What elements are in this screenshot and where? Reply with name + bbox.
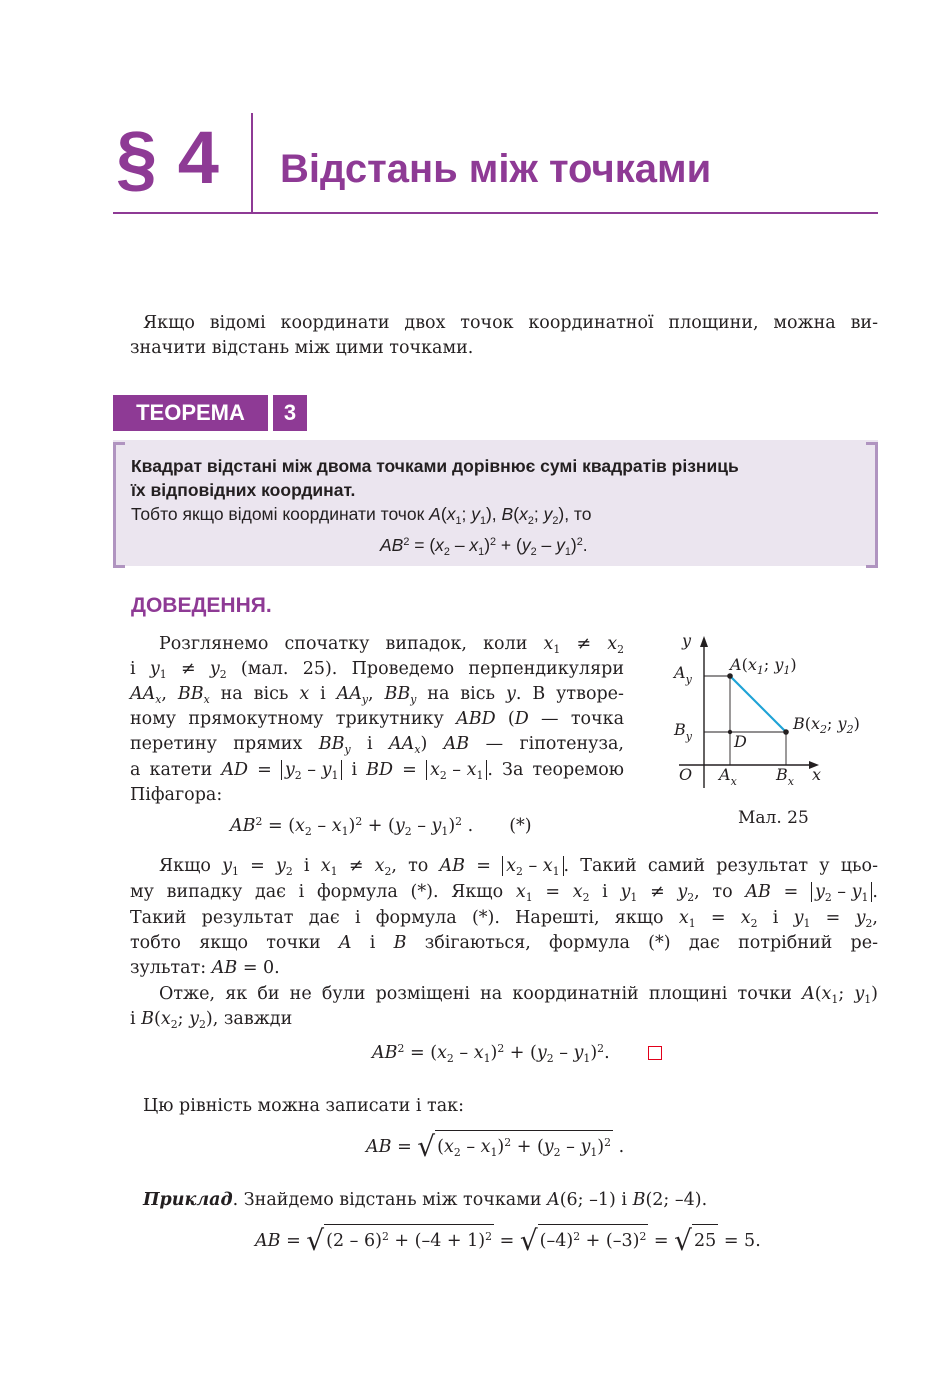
theorem-statement-line-2: їх відповідних координат. <box>131 480 356 500</box>
proof2-line-5: зультат: AB = 0. <box>130 958 280 978</box>
proof-line-5: перетину прямих $BB_y$ і $AA_x$) AB — гіпотенуза, <box>130 734 624 756</box>
theorem-label <box>113 395 268 431</box>
proof2-line-1: Якщо $y_1 = y_2$ і $x_1 \ne x_2$, то AB = $x_2 - x_1$ . Такий самий результат у цьо- <box>159 856 878 878</box>
label-origin: O <box>679 765 693 784</box>
proof3-line-2: і $B(x_2$; $y_2$), завжди <box>130 1009 293 1031</box>
theorem-condition-prefix: Тобто якщо відомі координати точок <box>131 504 430 524</box>
label-by: $B_y$ <box>674 720 692 743</box>
page-title: Відстань між точками <box>280 147 712 191</box>
proof-line-1: Розглянемо спочатку випадок, коли $x_1 \ne x_2$ <box>159 634 624 656</box>
header-rule <box>113 212 878 214</box>
proof-heading: ДОВЕДЕННЯ. <box>131 594 272 617</box>
proof2-line-2: му випадку дає і формула (*). Якщо $x_1 = x_2$ і $y_1 \ne y_2$, то AB = $y_2 - y_1$ . <box>130 882 878 904</box>
final-formula: $AB^2 = (x_2 - x_1)^2 + (y_2 - y_1)^2$. <box>372 1042 610 1065</box>
point-a <box>727 673 733 679</box>
segment-ab <box>730 676 786 732</box>
sqrt-formula: AB = √ $(x_2 - x_1)^2 + (y_2 - y_1)^2$ . <box>366 1130 625 1163</box>
label-b: $B(x_2$; $y_2$) <box>793 714 860 736</box>
point-d <box>728 730 732 734</box>
figure-25 <box>664 628 878 798</box>
label-y-axis: y <box>682 631 692 650</box>
y-axis-arrow <box>700 636 708 647</box>
label-d: D <box>734 732 747 751</box>
label-x-axis: x <box>812 765 822 784</box>
theorem-condition: Тобто якщо відомі координати точок $A(x_1$; $y_1$), $B(x_2$; $y_2$), то <box>131 504 592 527</box>
example-line: Приклад. Знайдемо відстань між точками A(6; –1) і B(2; –4). <box>143 1190 708 1210</box>
theorem-number-text: 3 <box>283 400 297 425</box>
theorem-bracket-left <box>113 442 125 568</box>
proof-line-2: і $y_1 \ne y_2$ (мал. 25). Проведемо перпендикуляри <box>130 659 624 681</box>
proof-line-6: а катети AD = $y_2 - y_1$ і BD = $x_2 - x_1$ . За теоремою <box>130 760 624 782</box>
label-ax: $A_x$ <box>719 765 737 788</box>
figure-caption: Мал. 25 <box>738 808 809 828</box>
pythagoras-formula: $AB^2 = (x_2 - x_1)^2 + (y_2 - y_1)^2$ . (*) <box>230 815 532 838</box>
point-b <box>783 729 789 735</box>
theorem-number <box>273 395 307 431</box>
label-a: $A(x_1$; $y_1$) <box>730 655 797 677</box>
alt-form-line: Цю рівність можна записати і так: <box>143 1096 465 1116</box>
label-ay: $A_y$ <box>674 663 692 686</box>
example-computation: AB = √ $(2 - 6)^2 + (-4 + 1)^2$ = √ $(-4)^2 + (-3)^2$ = √ 25 = 5. <box>255 1224 761 1257</box>
intro-line-1: Якщо відомі координати двох точок координатної площини, можна ви- <box>143 313 878 333</box>
theorem-formula: $AB^2 = (x_2 - x_1)^2 + (y_2 - y_1)^2$. <box>380 535 588 558</box>
theorem-bracket-right <box>866 442 878 568</box>
theorem-label-text: ТЕОРЕМА <box>136 400 245 425</box>
intro-line-2: значити відстань між цими точками. <box>130 338 474 358</box>
qed-square <box>648 1046 662 1060</box>
proof2-line-3: Такий результат дає і формула (*). Нарешті, якщо $x_1 = x_2$ і $y_1 = y_2$, <box>130 908 878 930</box>
section-number: § 4 <box>116 116 219 199</box>
header-vertical-rule <box>251 113 253 213</box>
proof3-line-1: Отже, як би не були розміщені на координатній площині точки $A(x_1$; $y_1$) <box>159 984 878 1006</box>
proof-line-4: ному прямокутному трикутнику ABD (D — точка <box>130 709 624 729</box>
example-label: Приклад <box>143 1190 233 1210</box>
formula-star-tag: (*) <box>509 816 532 836</box>
proof-line-3: $AA_x$, $BB_x$ на вісь x і $AA_y$, $BB_y$ на вісь y. В утворе- <box>130 684 624 706</box>
theorem-statement-line-1: Квадрат відстані між двома точками дорівнює сумі квадратів різниць <box>131 456 739 476</box>
proof2-line-4: тобто якщо точки A і B збігаються, формула (*) дає потрібний ре- <box>130 933 878 953</box>
theorem-condition-suffix: , то <box>564 504 592 524</box>
label-bx: $B_x$ <box>776 765 794 788</box>
proof-line-7: Піфагора: <box>130 785 223 805</box>
